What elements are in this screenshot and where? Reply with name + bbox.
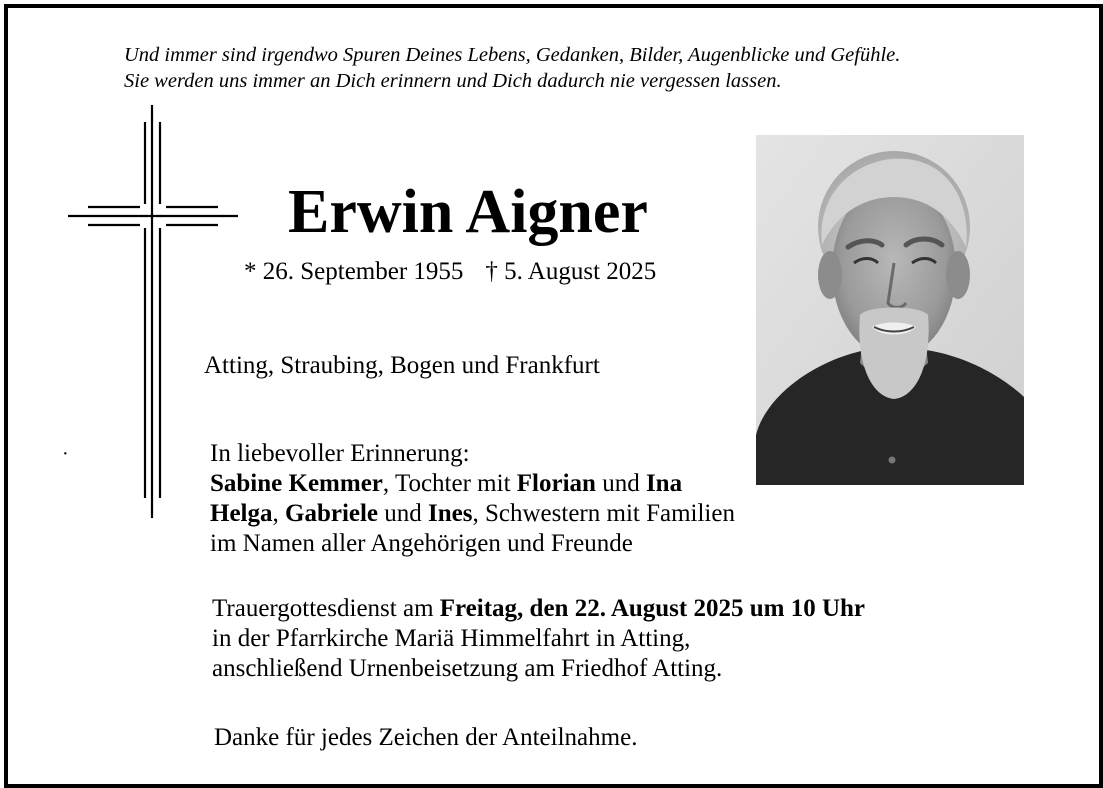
mourner-text: ,	[272, 500, 285, 527]
service-intro: Trauergottesdienst am	[212, 595, 440, 622]
mourner-text: und	[378, 500, 429, 527]
portrait-illustration	[756, 135, 1024, 485]
mourners-line-1	[210, 469, 735, 499]
deceased-name: Erwin Aigner	[288, 178, 648, 246]
service-line-2: in der Pfarrkirche Mariä Himmelfahrt in Atting,	[212, 625, 691, 652]
service-datetime: Freitag, den 22. August 2025 um 10 Uhr	[439, 595, 866, 622]
mourner-name: Gabriele	[285, 500, 379, 527]
service-line-3: anschließend Urnenbeisetzung am Friedhof Atting.	[212, 655, 723, 682]
mourner-name: Helga	[210, 500, 273, 527]
mourner-name: Florian	[516, 470, 596, 497]
mourners-line-3: im Namen aller Angehörigen und Freunde	[210, 530, 633, 557]
quote-line-2: Sie werden uns immer an Dich erinnern und Dich dadurch nie vergessen lassen.	[124, 70, 782, 92]
stray-dot: ·	[62, 443, 69, 465]
thanks-note: Danke für jedes Zeichen der Anteilnahme.	[214, 724, 638, 751]
death-date: † 5. August 2025	[485, 258, 657, 285]
mourner-text: , Tochter mit	[382, 470, 517, 497]
memory-intro: In liebevoller Erinnerung:	[210, 440, 470, 467]
life-dates	[244, 256, 656, 288]
mourners-line-2	[210, 499, 735, 529]
service-line-1	[212, 594, 865, 624]
mourner-text: , Schwestern mit Familien	[472, 500, 735, 527]
birth-date: * 26. September 1955	[244, 258, 464, 285]
places-of-life: Atting, Straubing, Bogen und Frankfurt	[204, 352, 600, 379]
funeral-service	[212, 594, 865, 684]
memorial-quote	[124, 42, 900, 94]
mourner-name: Ines	[428, 500, 473, 527]
mourner-name: Sabine Kemmer	[210, 470, 383, 497]
quote-line-1: Und immer sind irgendwo Spuren Deines Lebens, Gedanken, Bilder, Augenblicke und Gefühle.	[124, 44, 901, 66]
mourner-name: Ina	[645, 470, 683, 497]
portrait-photo	[756, 135, 1024, 485]
memory-block	[210, 439, 735, 559]
mourner-text: und	[595, 470, 646, 497]
